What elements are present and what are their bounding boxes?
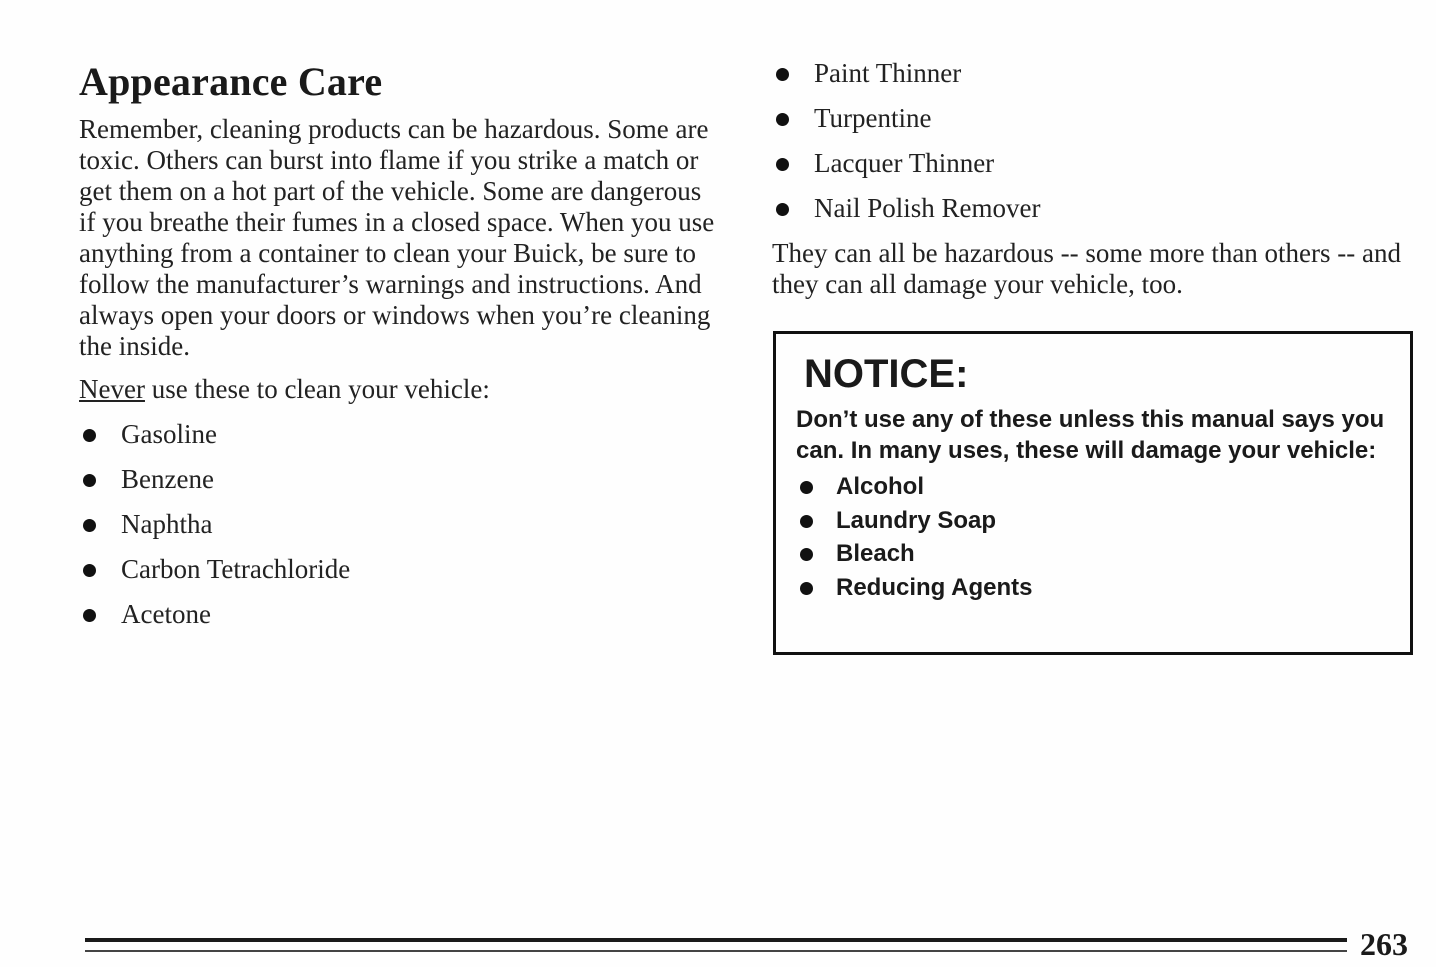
list-item-label: Laundry Soap: [836, 506, 997, 534]
list-item: [796, 470, 1390, 504]
list-item-label: Acetone: [121, 599, 211, 629]
never-rest: use these to clean your vehicle:: [144, 374, 490, 404]
bullet-icon: [800, 481, 813, 494]
never-word: Never: [79, 374, 145, 404]
list-item: [796, 537, 1390, 571]
bullet-icon: [83, 429, 96, 442]
bullet-icon: [800, 515, 813, 528]
right-column: [772, 58, 1412, 300]
page-number: 263: [1360, 926, 1408, 962]
notice-body: Don’t use any of these unless this manual says you can. In many uses, these will damage your vehicle:: [796, 406, 1385, 464]
bullet-icon: [83, 474, 96, 487]
list-item: [79, 509, 719, 554]
bullet-icon: [776, 113, 789, 126]
list-item: [79, 419, 719, 464]
bullet-icon: [800, 582, 813, 595]
list-item: [79, 554, 719, 599]
list-item-label: Benzene: [121, 464, 214, 494]
list-item-label: Naphtha: [121, 509, 213, 539]
list-item: [772, 103, 1412, 148]
notice-list: [796, 470, 1390, 604]
bullet-icon: [776, 203, 789, 216]
list-item-label: Nail Polish Remover: [814, 193, 1041, 223]
list-item-label: Paint Thinner: [814, 58, 962, 88]
continued-list: [772, 58, 1412, 238]
left-column: [79, 58, 719, 644]
list-item: [772, 193, 1412, 238]
hazard-paragraph: They can all be hazardous -- some more than others -- and they can all damage your vehicle, too.: [772, 238, 1402, 299]
notice-title: NOTICE:: [804, 352, 969, 396]
list-item: [772, 148, 1412, 193]
section-heading: Appearance Care: [79, 59, 383, 104]
list-item-label: Carbon Tetrachloride: [121, 554, 351, 584]
bullet-icon: [800, 548, 813, 561]
bullet-icon: [83, 519, 96, 532]
list-item-label: Turpentine: [814, 103, 932, 133]
list-item: [79, 464, 719, 509]
list-item: [772, 58, 1412, 103]
never-use-line: [79, 374, 719, 405]
never-use-list: [79, 419, 719, 644]
bullet-icon: [776, 68, 789, 81]
list-item-label: Alcohol: [836, 473, 924, 500]
list-item: [796, 504, 1390, 538]
list-item-label: Reducing Agents: [836, 573, 1033, 601]
list-item-label: Lacquer Thinner: [814, 148, 995, 178]
intro-paragraph: Remember, cleaning products can be hazardous. Some are toxic. Others can burst into flame if you strike a match or get them on a hot part of the vehicle. Some are dangerous if you breathe their fumes in a closed space. When you use anything from a container to clean your Buick, be sure to follow the manufacturer’s warnings and instructions. And always open your doors or windows when you’re cleaning the inside.: [79, 114, 715, 361]
list-item-label: Bleach: [836, 540, 915, 567]
footer-rule-thin: [85, 950, 1347, 952]
footer-rule: [85, 938, 1347, 942]
bullet-icon: [83, 609, 96, 622]
list-item-label: Gasoline: [121, 419, 217, 449]
bullet-icon: [83, 564, 96, 577]
list-item: [796, 571, 1390, 605]
bullet-icon: [776, 158, 789, 171]
list-item: [79, 599, 719, 644]
notice-box: [773, 331, 1413, 655]
